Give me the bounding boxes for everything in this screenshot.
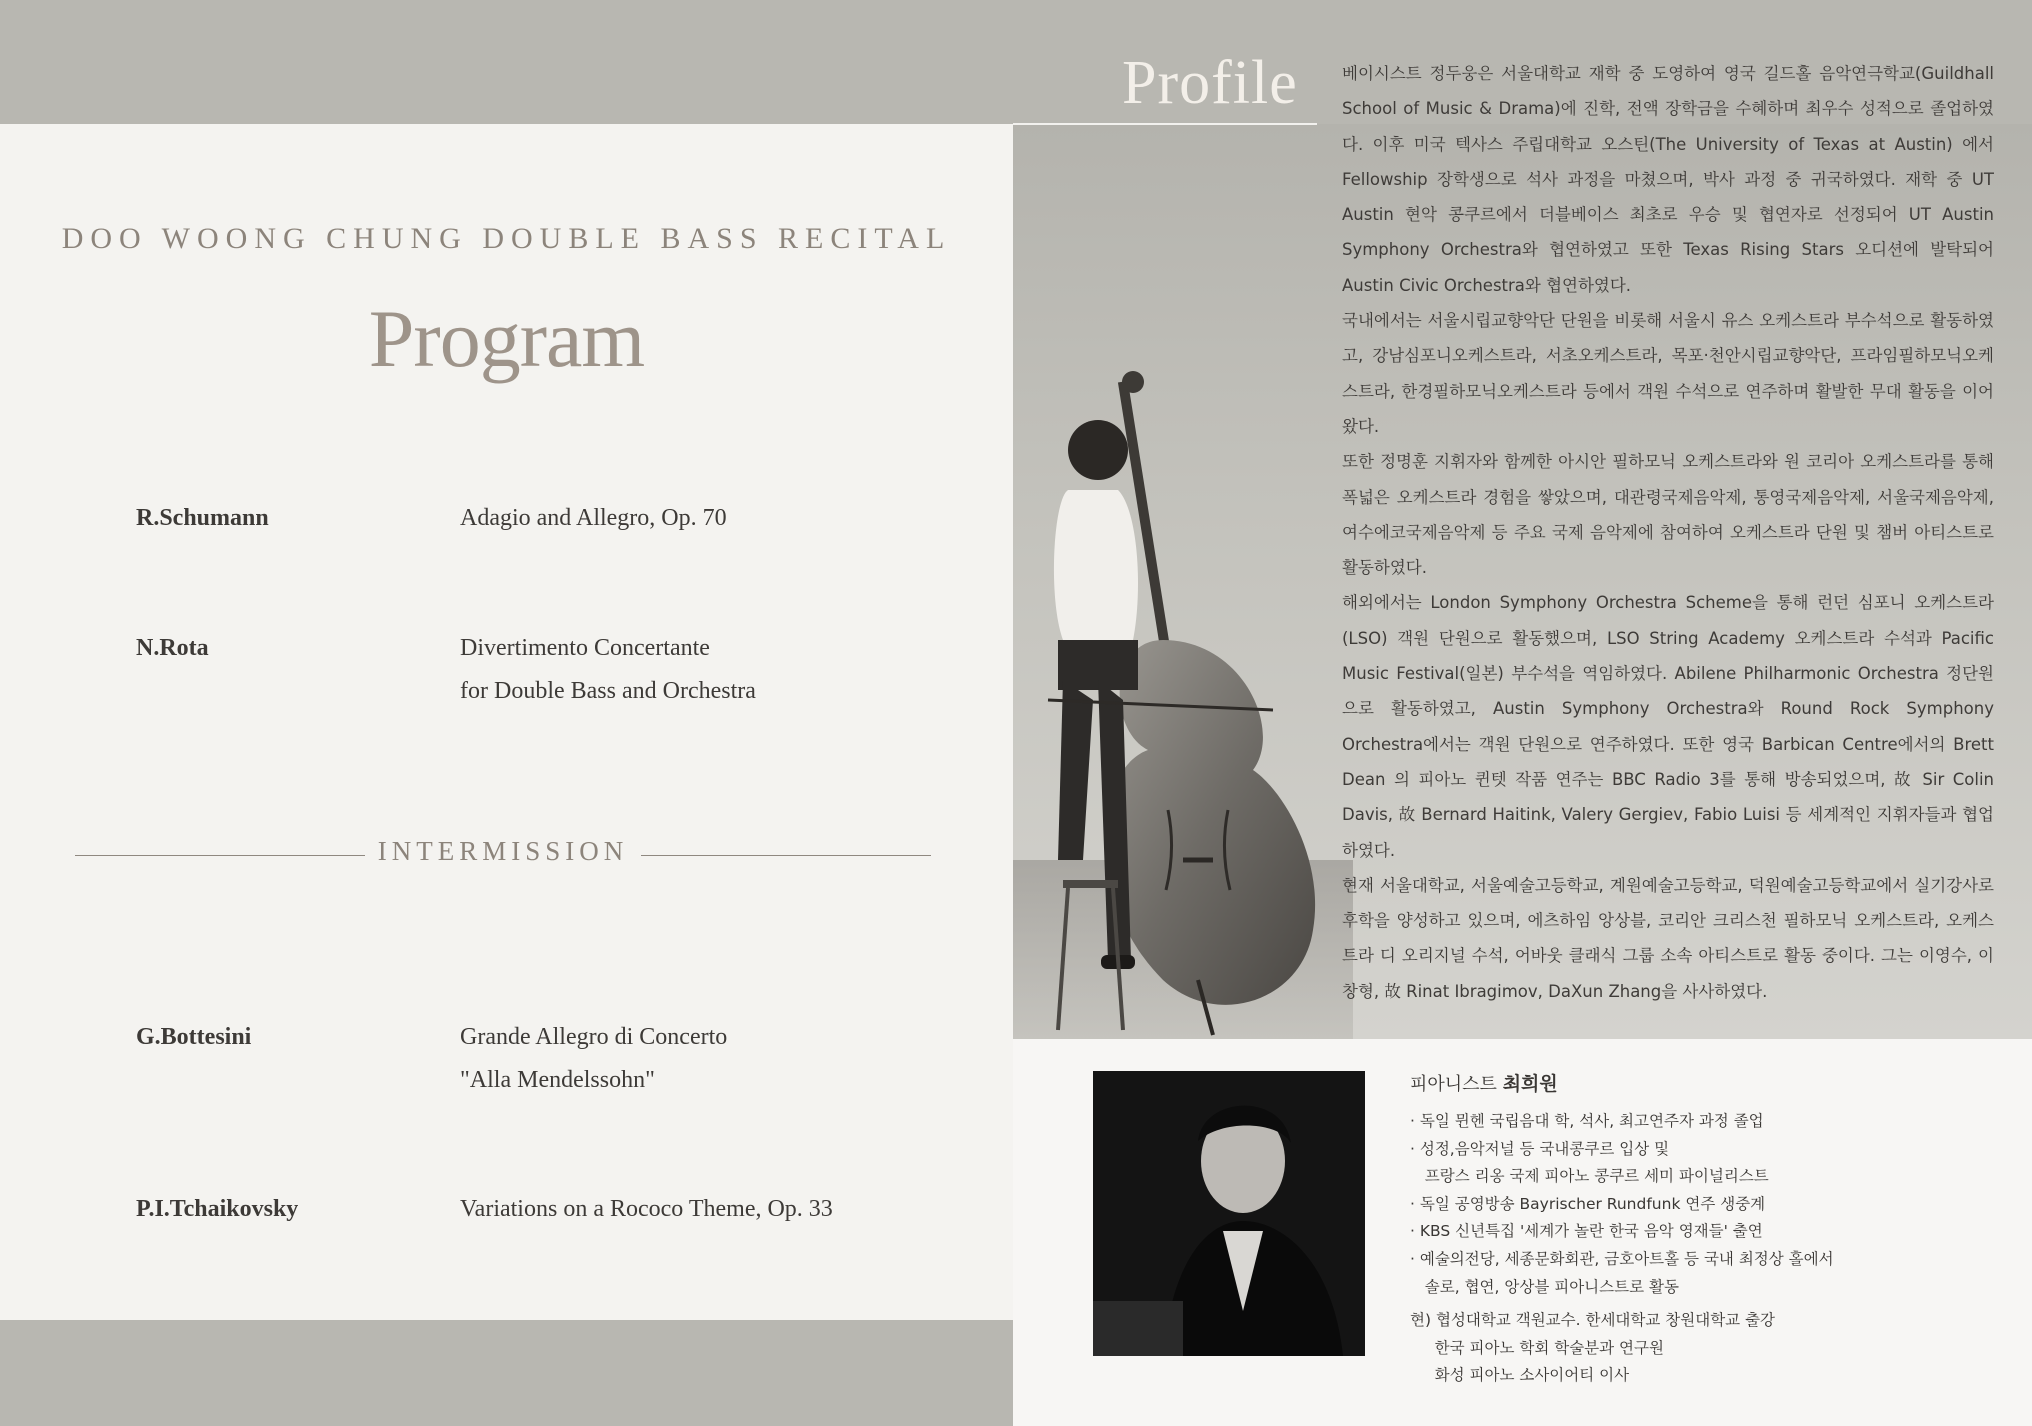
list-item: 한국 피아노 학회 학술분과 연구원 — [1410, 1338, 1664, 1357]
program-title: Program — [368, 293, 645, 384]
bio-paragraph: 해외에서는 London Symphony Orchestra Scheme을 통해 런던 심포니 오케스트라(LSO) 객원 단원으로 활동했으며, LSO String Academy 오케스트라 수석과 Pacific Music Festival(일본) 부수석을 역임하였다. Abilene Philharmonic Orchestra 정단원으로 활동하였고, Austin Symphony Orchestra와 Round Rock Symphony Orchestra에서는 객원 단원으로 연주하였다. 또한 영국 Barbican Centre에서의 Brett Dean 의 피아노 퀸텟 작품 연주는 BBC Radio 3를 통해 방송되었으며, 故 Sir Colin Davis, 故 Bernard Haitink, Valery Gergiev, Fabio Luisi 등 세계적인 지휘자들과 협업하였다. — [1342, 593, 1994, 860]
list-item: · 독일 뮌헨 국립음대 학, 석사, 최고연주자 과정 졸업 — [1410, 1112, 1764, 1130]
intermission-divider — [75, 836, 931, 876]
work-title — [460, 627, 756, 713]
profile-underline — [1013, 123, 1317, 125]
work-title — [460, 1016, 727, 1102]
profile-title: Profile — [1122, 49, 1298, 117]
divider-line — [641, 855, 931, 856]
work-line: Divertimento Concertante — [460, 635, 710, 661]
work-line: for Double Bass and Orchestra — [460, 678, 756, 704]
list-item: 솔로, 협연, 앙상블 피아니스트로 활동 — [1410, 1277, 1679, 1296]
composer-name: R.Schumann — [136, 505, 269, 531]
bassist-biography — [1342, 56, 1994, 1009]
work-title — [460, 497, 727, 540]
pianist-name: 최희원 — [1502, 1073, 1558, 1095]
list-item: 현) 협성대학교 객원교수. 한세대학교 창원대학교 출강 — [1410, 1311, 1776, 1330]
bio-paragraph: 현재 서울대학교, 서울예술고등학교, 계원예술고등학교, 덕원예술고등학교에서 실기강사로 후학을 양성하고 있으며, 에츠하임 앙상블, 코리안 크리스천 필하모닉 오케스트라, 오케스트라 디 오리지널 수석, 어바웃 클래식 그룹 소속 아티스트로 활동 중이다. 그는 이영수, 이창형, 故 Rinat Ibragimov, DaXun Zhang을 사사하였다. — [1342, 875, 1994, 1001]
list-item: 프랑스 리옹 국제 피아노 콩쿠르 세미 파이널리스트 — [1410, 1167, 1769, 1186]
recital-title: DOO WOONG CHUNG DOUBLE BASS RECITAL — [61, 222, 952, 255]
intermission-label: INTERMISSION — [377, 836, 629, 866]
list-item: 화성 피아노 소사이어티 이사 — [1410, 1366, 1630, 1385]
pianist-role: 피아니스트 — [1410, 1074, 1497, 1095]
bassist-photo — [1013, 340, 1353, 1039]
list-item: · 성정,음악저널 등 국내콩쿠르 입상 및 — [1410, 1139, 1670, 1158]
pianist-heading — [1410, 1071, 2010, 1098]
work-line: Variations on a Rococo Theme, Op. 33 — [460, 1196, 833, 1222]
bio-paragraph: 국내에서는 서울시립교향악단 단원을 비롯해 서울시 유스 오케스트라 부수석으로 활동하였고, 강남심포니오케스트라, 서초오케스트라, 목포·천안시립교향악단, 프라임필하모닉오케스트라, 한경필하모닉오케스트라 등에서 객원 수석으로 연주하며 활발한 무대 활동을 이어왔다. — [1342, 311, 1994, 436]
list-item: · KBS 신년특집 '세계가 놀란 한국 음악 영재들' 출연 — [1410, 1222, 1763, 1241]
work-title — [460, 1188, 833, 1231]
pianist-current-positions — [1410, 1307, 2010, 1390]
pianist-credentials — [1410, 1108, 2010, 1301]
composer-name: N.Rota — [136, 635, 209, 661]
bottom-band — [0, 1320, 1013, 1426]
composer-name: G.Bottesini — [136, 1024, 252, 1050]
bio-paragraph: 베이시스트 정두웅은 서울대학교 재학 중 도영하여 영국 길드홀 음악연극학교(Guildhall School of Music & Drama)에 진학, 전액 장학금을 수혜하며 최우수 성적으로 졸업하였다. 이후 미국 텍사스 주립대학교 오스틴(The University of Texas at Austin) 에서 Fellowship 장학생으로 석사 과정을 마쳤으며, 박사 과정 중 귀국하였다. 재학 중 UT Austin 현악 콩쿠르에서 더블베이스 최초로 우승 및 협연자로 선정되어 UT Austin Symphony Orchestra와 협연하였고 또한 Texas Rising Stars 오디션에 발탁되어 Austin Civic Orchestra와 협연하였다. — [1342, 64, 1994, 295]
list-item: · 예술의전당, 세종문화회관, 금호아트홀 등 국내 최정상 홀에서 — [1410, 1249, 1834, 1268]
list-item: · 독일 공영방송 Bayrischer Rundfunk 연주 생중계 — [1410, 1194, 1766, 1213]
work-line: Adagio and Allegro, Op. 70 — [460, 505, 727, 531]
divider-line — [75, 855, 365, 856]
pianist-photo — [1093, 1071, 1365, 1356]
pianist-profile — [1410, 1071, 2010, 1390]
work-line: Grande Allegro di Concerto — [460, 1024, 728, 1050]
bio-paragraph: 또한 정명훈 지휘자와 함께한 아시안 필하모닉 오케스트라와 원 코리아 오케스트라를 통해 폭넓은 오케스트라 경험을 쌓았으며, 대관령국제음악제, 통영국제음악제, 서울국제음악제, 여수에코국제음악제 등 주요 국제 음악제에 참여하여 오케스트라 단원 및 챔버 아티스트로 활동하였다. — [1342, 452, 1994, 578]
composer-name: P.I.Tchaikovsky — [136, 1196, 299, 1222]
work-line: "Alla Mendelssohn" — [460, 1067, 655, 1093]
